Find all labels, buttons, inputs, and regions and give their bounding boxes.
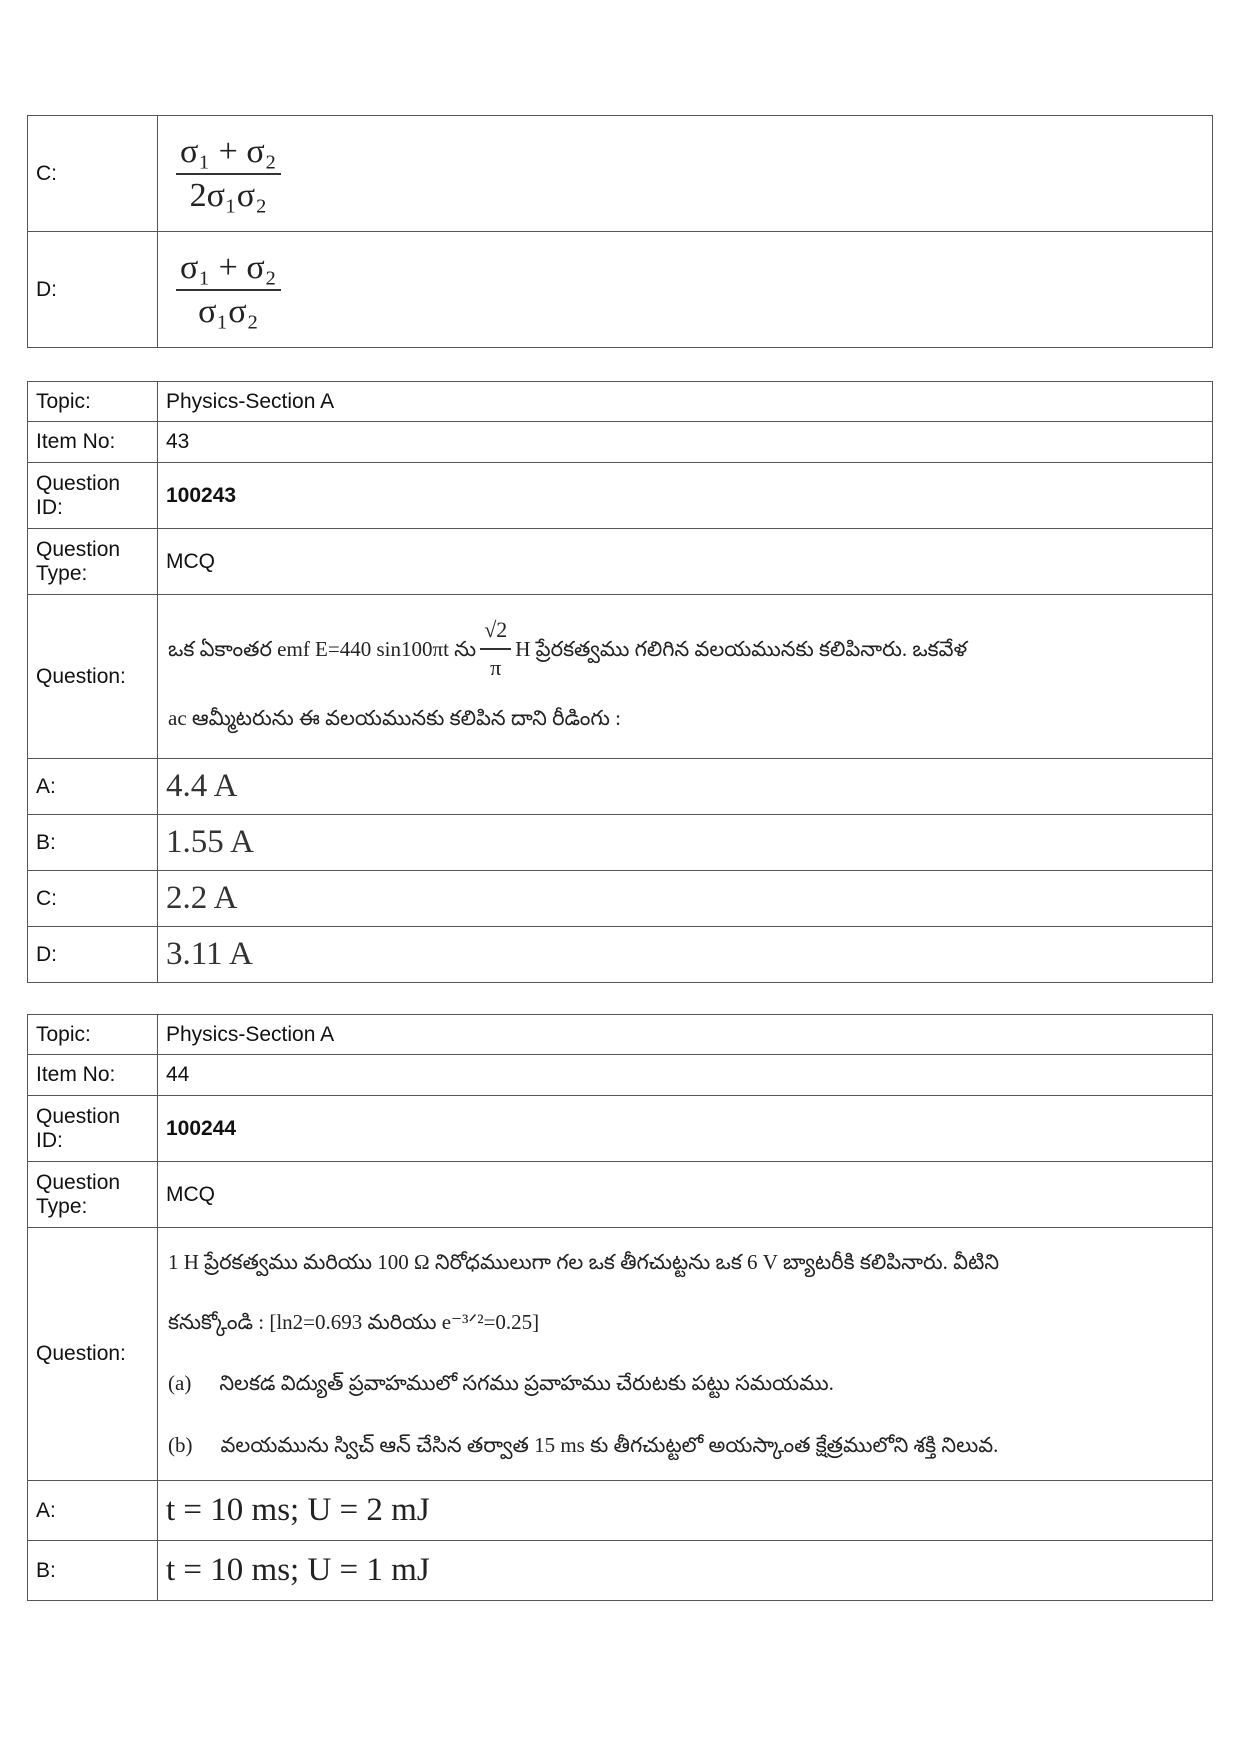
option-row-c — [28, 116, 1213, 232]
option-row-b — [28, 1541, 1213, 1601]
option-label: B: — [28, 1541, 158, 1601]
question-text-pre: ఒక ఏకాంతర emf E=440 sin100πt ను — [168, 636, 477, 661]
question-row — [28, 595, 1213, 759]
item-label: Item No: — [28, 422, 158, 463]
sub-question-b — [168, 1414, 1202, 1476]
question-id-row — [28, 463, 1213, 529]
question-line-2: ac ఆమ్మీటరును ఈ వలయమునకు కలిపిన దాని రీడింగు : — [168, 705, 622, 730]
inductance-fraction — [482, 614, 509, 684]
question-id-value: 100243 — [158, 463, 1213, 529]
option-label: A: — [28, 759, 158, 815]
question-id-label: Question ID: — [28, 1096, 158, 1162]
question-type-label: Question Type: — [28, 1162, 158, 1228]
option-row-a — [28, 759, 1213, 815]
question-line-1 — [168, 608, 1202, 690]
option-row-a — [28, 1481, 1213, 1541]
topic-value: Physics-Section A — [158, 1015, 1213, 1055]
option-row-d — [28, 232, 1213, 348]
option-value: 1.55 A — [158, 815, 1213, 871]
option-row-c — [28, 871, 1213, 927]
option-fraction — [178, 249, 279, 331]
fraction-denominator: σ₁σ₂ — [176, 289, 281, 331]
item-row — [28, 1055, 1213, 1096]
prev-question-options-table — [27, 115, 1213, 348]
question-text-post: H ప్రేరకత్వము గలిగిన వలయమునకు కలిపినారు. ఒకవేళ — [515, 636, 968, 661]
item-row — [28, 422, 1213, 463]
fraction-numerator: σ₁ + σ₂ — [180, 248, 277, 286]
topic-value: Physics-Section A — [158, 382, 1213, 422]
option-row-d — [28, 927, 1213, 983]
question-43-table — [27, 381, 1213, 983]
option-value — [158, 116, 1213, 232]
topic-label: Topic: — [28, 1015, 158, 1055]
sub-question-text: వలయమును స్విచ్ ఆన్ చేసిన తర్వాత 15 ms కు తీగచుట్టలో అయస్కాంత క్షేత్రములోని శక్తి నిలువ. — [220, 1433, 999, 1457]
fraction-numerator: √2 — [484, 616, 508, 642]
topic-label: Topic: — [28, 382, 158, 422]
fraction-denominator: 2σ₁σ₂ — [176, 173, 281, 215]
item-value: 43 — [158, 422, 1213, 463]
question-label: Question: — [28, 595, 158, 759]
topic-row — [28, 382, 1213, 422]
question-line-2: కనుక్కోండి : [ln2=0.693 మరియు e⁻³ᐟ²=0.25] — [168, 1310, 540, 1334]
question-type-row — [28, 529, 1213, 595]
option-label: D: — [28, 232, 158, 348]
option-value: t = 10 ms; U = 2 mJ — [158, 1481, 1213, 1541]
question-type-row — [28, 1162, 1213, 1228]
option-fraction — [178, 133, 279, 215]
sub-question-text: నిలకడ విద్యుత్ ప్రవాహములో సగము ప్రవాహము చేరుటకు పట్టు సమయము. — [219, 1371, 834, 1395]
sub-question-marker: (a) — [168, 1371, 192, 1395]
option-label: C: — [28, 871, 158, 927]
sub-question-marker: (b) — [168, 1433, 193, 1457]
question-text — [158, 595, 1213, 759]
question-type-value: MCQ — [158, 529, 1213, 595]
question-row — [28, 1228, 1213, 1481]
topic-row — [28, 1015, 1213, 1055]
option-label: B: — [28, 815, 158, 871]
question-type-label: Question Type: — [28, 529, 158, 595]
option-row-b — [28, 815, 1213, 871]
option-label: C: — [28, 116, 158, 232]
option-label: D: — [28, 927, 158, 983]
item-value: 44 — [158, 1055, 1213, 1096]
question-text — [158, 1228, 1213, 1481]
question-44-table — [27, 1014, 1213, 1601]
question-id-value: 100244 — [158, 1096, 1213, 1162]
question-type-value: MCQ — [158, 1162, 1213, 1228]
option-label: A: — [28, 1481, 158, 1541]
option-value: t = 10 ms; U = 1 mJ — [158, 1541, 1213, 1601]
option-value: 2.2 A — [158, 871, 1213, 927]
question-id-label: Question ID: — [28, 463, 158, 529]
option-value — [158, 232, 1213, 348]
fraction-numerator: σ₁ + σ₂ — [180, 132, 277, 170]
fraction-denominator: π — [480, 648, 511, 684]
question-id-row — [28, 1096, 1213, 1162]
question-line-1: 1 H ప్రేరకత్వము మరియు 100 Ω నిరోధములుగా గల ఒక తీగచుట్టను ఒక 6 V బ్యాటరీకి కలిపినారు. వీటిని — [168, 1250, 1000, 1274]
option-value: 4.4 A — [158, 759, 1213, 815]
item-label: Item No: — [28, 1055, 158, 1096]
question-label: Question: — [28, 1228, 158, 1481]
sub-question-a — [168, 1352, 1202, 1414]
option-value: 3.11 A — [158, 927, 1213, 983]
